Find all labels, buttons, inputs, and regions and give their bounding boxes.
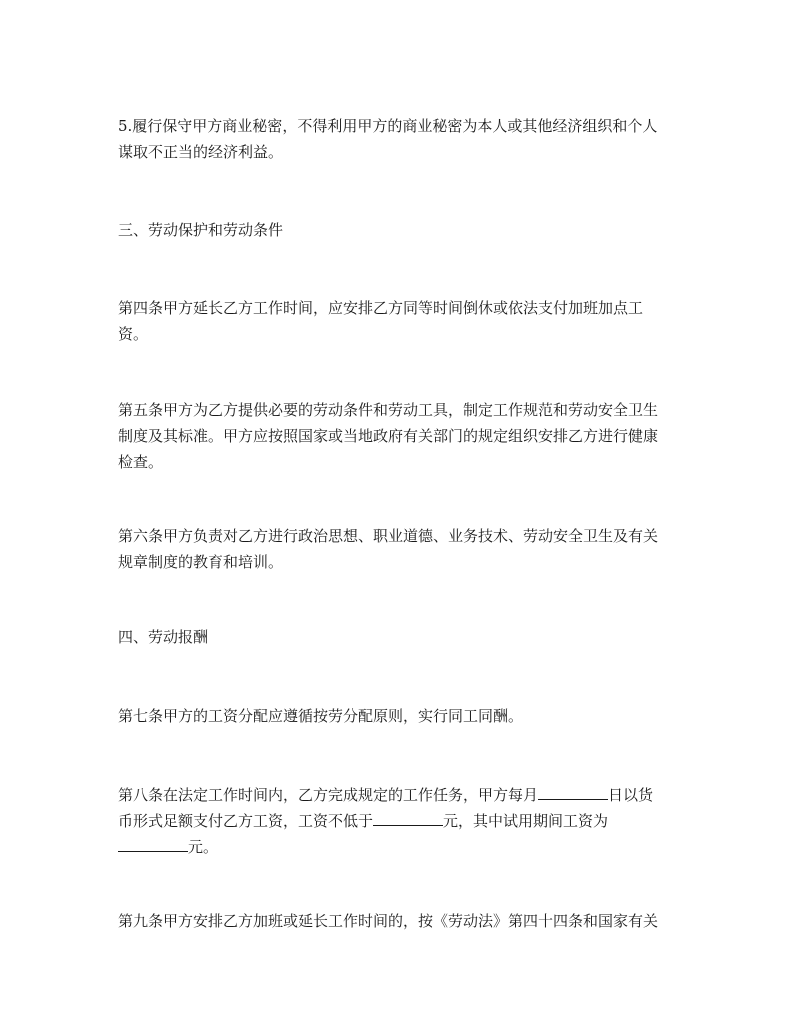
text-line: 规章制度的教育和培训。 — [118, 553, 284, 571]
section-title: 四、劳动报酬 — [118, 628, 209, 646]
section-title: 三、劳动保护和劳动条件 — [118, 221, 284, 239]
text-segment: 日以货 — [608, 786, 654, 804]
text-line: 第七条甲方的工资分配应遵循按劳分配原则，实行同工同酬。 — [118, 707, 524, 725]
text-line: 检查。 — [118, 453, 164, 471]
text-line: 资。 — [118, 325, 149, 343]
paragraph-article-5 — [118, 397, 684, 475]
text-line: 谋取不正当的经济利益。 — [118, 143, 284, 161]
paragraph-article-7 — [118, 703, 684, 729]
section-heading-remuneration — [118, 624, 684, 650]
paragraph-trade-secrets — [118, 113, 684, 165]
blank-minimum-wage — [373, 811, 443, 826]
text-segment: 第八条在法定工作时间内，乙方完成规定的工作任务，甲方每月 — [118, 786, 539, 804]
text-line — [118, 782, 684, 808]
text-line — [118, 834, 684, 860]
text-line — [118, 808, 684, 834]
text-line: 第四条甲方延长乙方工作时间，应安排乙方同等时间倒休或依法支付加班加点工 — [118, 299, 644, 317]
text-line: 第六条甲方负责对乙方进行政治思想、职业道德、业务技术、劳动安全卫生及有关 — [118, 527, 659, 545]
text-line: 制度及其标准。甲方应按照国家或当地政府有关部门的规定组织安排乙方进行健康 — [118, 427, 659, 445]
text-line: 5.履行保守甲方商业秘密，不得利用甲方的商业秘密为本人或其他经济组织和个人 — [118, 117, 658, 135]
paragraph-article-6 — [118, 523, 684, 575]
text-segment: 币形式足额支付乙方工资，工资不低于 — [118, 812, 374, 830]
section-heading-labor-protection — [118, 217, 684, 243]
paragraph-article-9 — [118, 908, 684, 934]
blank-probation-wage — [118, 837, 188, 852]
text-line: 第五条甲方为乙方提供必要的劳动条件和劳动工具，制定工作规范和劳动安全卫生 — [118, 401, 659, 419]
text-segment: 元。 — [188, 838, 219, 856]
text-segment: 元，其中试用期间工资为 — [443, 812, 609, 830]
paragraph-article-8 — [118, 782, 684, 860]
text-line: 第九条甲方安排乙方加班或延长工作时间的，按《劳动法》第四十四条和国家有关 — [118, 912, 659, 930]
paragraph-article-4 — [118, 295, 684, 347]
blank-pay-day — [538, 785, 608, 800]
